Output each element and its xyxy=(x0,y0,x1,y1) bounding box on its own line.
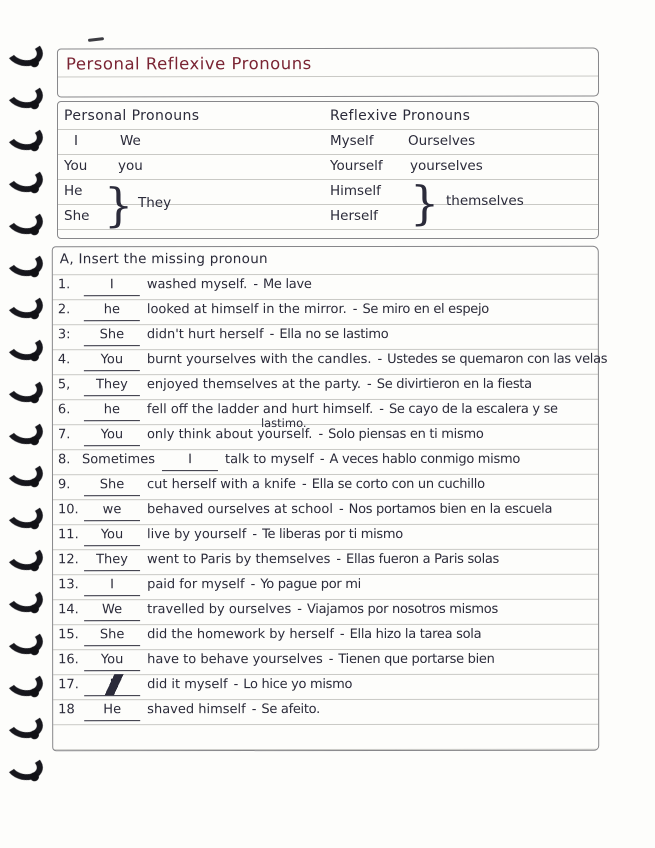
item-dash: - xyxy=(250,577,256,593)
item-answer: They xyxy=(84,549,140,571)
exercise-item xyxy=(53,397,598,431)
spiral-hook-icon xyxy=(3,76,45,111)
item-dash: - xyxy=(269,327,275,343)
exercise-item xyxy=(53,297,598,322)
item-number: 3: xyxy=(57,327,71,343)
cell-myself: Myself xyxy=(330,133,374,149)
item-answer: I xyxy=(84,274,140,296)
spiral-hook-icon xyxy=(3,34,45,69)
exercise-item xyxy=(53,697,598,722)
spiral-hook-icon xyxy=(3,496,45,531)
item-translation: Lo hice yo mismo xyxy=(243,676,353,693)
cell-themselves: themselves xyxy=(446,193,524,209)
title-box xyxy=(57,48,599,98)
item-dash: - xyxy=(319,452,325,468)
spiral-binding xyxy=(0,0,46,848)
item-english: shaved himself xyxy=(147,702,246,718)
item-answer: I xyxy=(162,449,218,471)
item-number: 8. xyxy=(57,452,71,468)
item-answer: You xyxy=(84,349,140,371)
item-dash: - xyxy=(377,351,383,367)
spiral-hook-icon xyxy=(3,244,45,279)
item-number: 13. xyxy=(58,577,79,593)
brace-left: } xyxy=(104,178,134,232)
item-answer: He xyxy=(84,699,140,721)
item-number: 1. xyxy=(57,277,71,293)
item-translation: Se afeito. xyxy=(261,702,320,718)
item-translation: Ella no se lastimo xyxy=(279,326,389,343)
spiral-hook-icon xyxy=(3,160,45,195)
item-answer: They xyxy=(84,374,140,396)
item-english: have to behave yourselves xyxy=(147,652,323,668)
item-answer: I xyxy=(84,674,140,696)
item-translation: Yo pague por mi xyxy=(260,576,361,593)
item-dash: - xyxy=(379,401,384,417)
item-translation: Nos portamos bien en la escuela xyxy=(348,501,553,517)
spiral-hook-icon xyxy=(3,748,45,783)
item-number: 6. xyxy=(57,402,71,418)
item-answer: I xyxy=(84,574,140,596)
item-dash: - xyxy=(252,527,258,543)
item-answer: he xyxy=(84,299,140,321)
exercise-item xyxy=(53,372,598,397)
exercise-items xyxy=(53,272,608,722)
item-answer: She xyxy=(84,474,140,496)
item-translation: A veces hablo conmigo mismo xyxy=(329,451,520,467)
item-number: 14. xyxy=(58,602,79,618)
item-dash: - xyxy=(367,376,372,392)
spiral-hook-icon xyxy=(3,580,45,615)
cell-ourselves: Ourselves xyxy=(408,133,476,149)
item-answer: You xyxy=(84,424,140,446)
item-number: 17. xyxy=(58,677,79,693)
spiral-hook-icon xyxy=(3,328,45,363)
item-translation: Ellas fueron a Paris solas xyxy=(346,551,500,567)
item-translation: Se divirtieron en la fiesta xyxy=(376,376,532,392)
cell-herself: Herself xyxy=(330,208,378,224)
cell-you: You xyxy=(64,158,88,174)
spiral-hook-icon xyxy=(3,202,45,237)
item-dash: - xyxy=(253,277,259,293)
cell-himself: Himself xyxy=(330,183,381,199)
exercise-item xyxy=(53,347,608,372)
spiral-hook-icon xyxy=(3,538,45,573)
exercise-box xyxy=(52,246,608,751)
item-english: burnt yourselves with the candles. xyxy=(146,351,372,368)
item-english: looked at himself in the mirror. xyxy=(146,301,347,318)
cell-i: I xyxy=(74,133,78,149)
item-dash: - xyxy=(352,301,358,317)
item-number: 16. xyxy=(58,652,79,668)
item-translation: Ella hizo la tarea sola xyxy=(349,626,482,642)
exercise-item xyxy=(53,272,598,297)
exercise-item xyxy=(53,647,598,672)
item-number: 18 xyxy=(58,702,75,718)
page-title: Personal Reflexive Pronouns xyxy=(65,54,312,74)
item-english: went to Paris by themselves xyxy=(147,551,331,568)
item-number: 9. xyxy=(57,477,71,493)
exercise-heading: A, Insert the missing pronoun xyxy=(59,251,268,268)
reflexive-pronouns-header: Reflexive Pronouns xyxy=(330,108,471,124)
spiral-hook-icon xyxy=(3,118,45,153)
item-translation: Viajamos por nosotros mismos xyxy=(306,601,498,618)
item-english: did the homework by herself xyxy=(147,626,334,643)
exercise-item xyxy=(53,622,598,647)
item-note: lastimo. xyxy=(260,416,307,431)
item-number: 7. xyxy=(57,427,71,443)
item-english: didn't hurt herself xyxy=(146,327,264,343)
exercise-item xyxy=(53,497,598,522)
item-english: only think about yourself. xyxy=(146,427,313,443)
spiral-hook-icon xyxy=(3,706,45,741)
spiral-hook-icon xyxy=(3,370,45,405)
item-number: 15. xyxy=(58,627,79,643)
item-number: 10. xyxy=(58,502,79,518)
item-dash: - xyxy=(339,626,345,642)
item-dash: - xyxy=(251,702,257,718)
item-translation: Se miro en el espejo xyxy=(362,301,489,317)
exercise-item xyxy=(53,522,598,547)
item-answer: She xyxy=(84,324,140,346)
item-answer: he xyxy=(84,399,140,421)
exercise-item xyxy=(53,422,598,447)
item-english: enjoyed themselves at the party. xyxy=(146,376,362,393)
item-english: fell off the ladder and hurt himself. xyxy=(146,401,374,418)
item-translation: Tienen que portarse bien xyxy=(338,651,495,667)
item-number: 2. xyxy=(57,302,71,318)
item-dash: - xyxy=(328,651,334,667)
item-dash: - xyxy=(297,602,302,618)
item-english: travelled by ourselves xyxy=(147,602,292,618)
exercise-item xyxy=(53,597,598,622)
exercise-item xyxy=(53,447,598,472)
personal-pronouns-header: Personal Pronouns xyxy=(64,108,200,124)
item-english: did it myself xyxy=(147,677,228,693)
stray-pen-mark xyxy=(88,37,104,42)
item-dash: - xyxy=(233,677,239,693)
cell-he: He xyxy=(64,183,83,199)
item-dash: - xyxy=(302,477,307,493)
item-translation: Me lave xyxy=(263,277,312,293)
cell-yourself: Yourself xyxy=(330,158,383,174)
item-english: cut herself with a knife xyxy=(146,477,297,493)
item-number: 5, xyxy=(57,377,71,393)
item-answer: She xyxy=(84,624,140,646)
exercise-item xyxy=(53,547,598,572)
item-english: talk to myself xyxy=(224,452,314,468)
item-translation: Ustedes se quemaron con las velas xyxy=(387,351,608,367)
item-answer: we xyxy=(84,499,140,521)
exercise-item xyxy=(53,322,598,347)
spiral-hook-icon xyxy=(3,622,45,657)
cell-we: We xyxy=(120,133,141,149)
spiral-hook-icon xyxy=(3,412,45,447)
item-english: behaved ourselves at school xyxy=(147,501,333,518)
item-dash: - xyxy=(318,427,324,443)
item-english: paid for myself xyxy=(147,577,245,593)
exercise-item xyxy=(53,572,598,597)
cell-you-plural: you xyxy=(118,158,143,174)
cell-she: She xyxy=(64,208,90,224)
item-pre: Sometimes xyxy=(81,452,155,468)
pronoun-table xyxy=(57,101,599,239)
item-translation: Te liberas por ti mismo xyxy=(262,526,403,543)
spiral-hook-icon xyxy=(3,454,45,489)
spiral-hook-icon xyxy=(3,664,45,699)
item-answer: You xyxy=(84,524,140,546)
item-answer: We xyxy=(84,599,140,621)
item-number: 12. xyxy=(58,552,79,568)
item-dash: - xyxy=(336,551,342,567)
item-translation: Ella se corto con un cuchillo xyxy=(311,476,485,493)
item-english: washed myself. xyxy=(146,277,248,293)
cell-they: They xyxy=(138,195,172,211)
item-translation: Solo piensas en ti mismo xyxy=(328,426,484,442)
cell-yourselves: yourselves xyxy=(410,158,483,174)
item-number: 11. xyxy=(58,527,79,543)
item-number: 4. xyxy=(57,352,71,368)
item-dash: - xyxy=(338,501,344,517)
item-answer: You xyxy=(84,649,140,671)
item-english: live by yourself xyxy=(147,527,247,543)
exercise-item xyxy=(53,672,598,697)
exercise-item xyxy=(53,472,598,497)
spiral-hook-icon xyxy=(3,286,45,321)
brace-right: } xyxy=(410,176,440,230)
item-translation: Se cayo de la escalera y se xyxy=(388,401,558,417)
